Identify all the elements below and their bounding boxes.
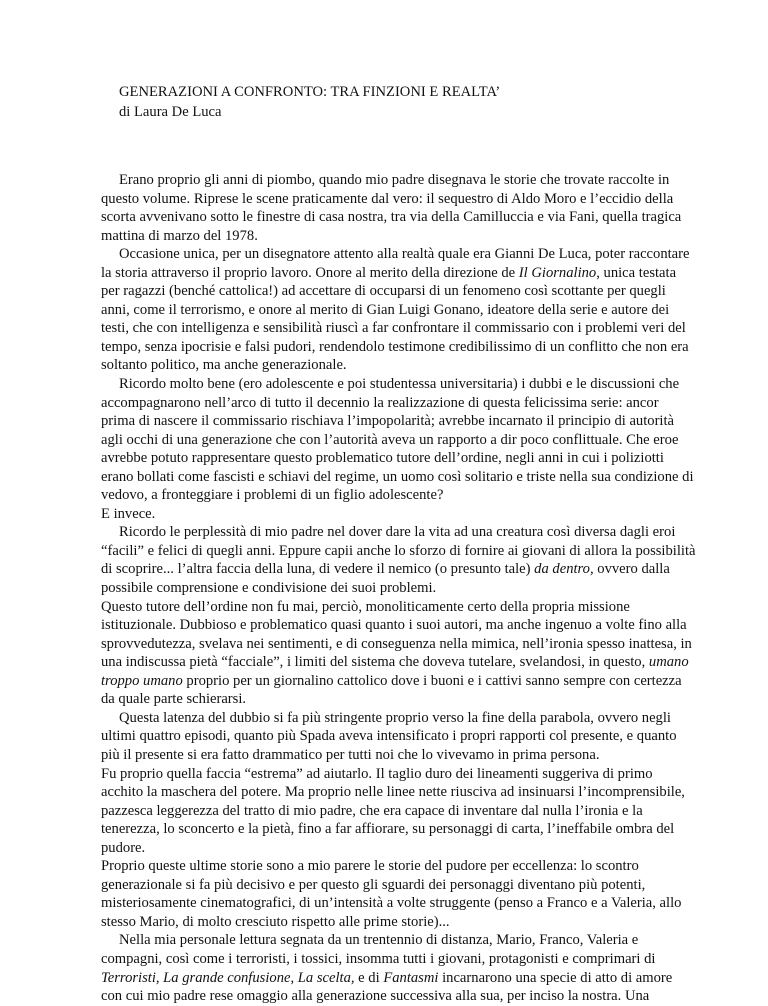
text-run: Occasione unica, per un disegnatore attento alla realtà quale era Gianni De Luca, poter raccontare la storia attraverso il proprio lavoro. Onore al merito della direzione de [101,246,690,281]
paragraph-2 [101,245,696,375]
text-run: e di [354,969,384,986]
italic-titles: Terroristi, La grande confusione, La scelta, [101,969,355,986]
text-run: , unica testata per ragazzi (benché cattolica!) ad accettare di occuparsi di un fenomeno così scottante per quegli anni, come il terrorismo, e onore al merito di Gian Luigi Gonano, ideatore della serie e autore dei testi, che con intelligenza e sensibilità riuscì a far confrontare il commissario con i problemi veri del tempo, senza ipocrisie e falsi pudori, rendendolo testimone credibilissimo di un conflitto che non era soltanto politico, ma anche generazionale. [101,264,689,374]
paragraph-3: Ricordo molto bene (ero adolescente e poi studentessa universitaria) i dubbi e le discussioni che accompagnarono nell’arco di tutto il decennio la realizzazione di questa felicissima serie: ancor prima di nascere il commissario rischiava l’impopolarità; avrebbe incarnato il principio di autorità agli occhi di una generazione che con l’autorità aveva un rapporto a dir poco conflittuale. Che eroe avrebbe potuto rappresentare questo problematico tutore dell’ordine, negli anni in cui i poliziotti erano bollati come fascisti e schiavi del regime, un uomo così solitario e triste nella sua condizione di vedovo, a fronteggiare i problemi di un figlio adolescente? [101,376,694,504]
text-run: Questo tutore dell’ordine non fu mai, perciò, monoliticamente certo della propria missione istituzionale. Dubbioso e problematico quasi quanto i suoi autori, ma anche ingenuo a volte fino alla sprovvedutezza, svelava nei sentimenti, e di conseguenza nella mimica, nell’ironia spesso inattesa, in una indiscussa pietà “facciale”, i limiti del sistema che doveva tutelare, svelandosi, in questo, [101,598,692,671]
paragraph-5 [101,523,696,597]
paragraph-10 [101,931,696,1005]
paragraph-6 [101,598,696,709]
italic-title: Il Giornalino [518,264,597,281]
document-body [101,171,696,1006]
paragraph-9: Proprio queste ultime storie sono a mio parere le storie del pudore per eccellenza: lo scontro generazionale si fa più decisivo e per questo gli sguardi dei personaggi diventano più potenti, misteriosamente cinematografici, di un’intensità a volte struggente (penso a Franco e a Valeria, allo stesso Mario, di molto cresciuto rispetto alle prime storie)... [101,858,682,930]
paragraph-4: E invece. [101,505,156,522]
paragraph-7: Questa latenza del dubbio si fa più stringente proprio verso la fine della parabola, ovvero negli ultimi quattro episodi, quanto più Spada aveva intensificato i propri rapporti col presente, e quanto più il presente si era fatto drammatico per tutti noi che lo vivevamo in prima persona. [101,709,677,763]
italic-phrase: da dentro, [534,561,594,578]
paragraph-8: Fu proprio quella faccia “estrema” ad aiutarlo. Il taglio duro dei lineamenti suggeriva di primo acchito la maschera del potere. Ma proprio nelle linee nette riusciva ad insinuarsi l’incomprensibile, pazzesca leggerezza del tratto di mio padre, che era capace di inventare dal nulla l’ironia e la tenerezza, lo sconcerto e la pietà, fino a far affiorare, su personaggi di carta, l’ineffabile ombra del pudore. [101,765,685,856]
text-run: incarnarono una specie di atto di amore con cui mio padre rese omaggio alla generazione successiva alla sua, per inciso la nostra. Una [101,969,673,1005]
text-run: Ricordo le perplessità di mio padre nel dover dare la vita ad una creatura così diversa dagli eroi “facili” e felici di quegli anni. Eppure capii anche lo sforzo di fornire ai giovani di allora la possibilità di scoprire... l’altra faccia della luna, di vedere il nemico (o presunto tale) [101,524,696,578]
text-run: ovvero dalla possibile comprensione e condivisione dei suoi problemi. [101,561,670,597]
italic-title: Fantasmi [383,969,439,986]
document-title: GENERAZIONI A CONFRONTO: TRA FINZIONI E REALTA’ [119,84,501,100]
text-run: Nella mia personale lettura segnata da un trentennio di distanza, Mario, Franco, Valeria e compagni, così come i terroristi, i tossici, insomma tutti i giovani, protagonisti e comprimari di [101,932,656,967]
italic-phrase: umano troppo umano [101,654,689,689]
text-run: proprio per un giornalino cattolico dove i buoni e i cattivi sanno sempre con certezza da quale parte schierarsi. [101,672,682,708]
document-byline: di Laura De Luca [119,104,222,120]
paragraph-1: Erano proprio gli anni di piombo, quando mio padre disegnava le storie che trovate raccolte in questo volume. Riprese le scene praticamente dal vero: il sequestro di Aldo Moro e l’eccidio della scorta avvenivano sotto le finestre di casa nostra, tra via della Camilluccia e via Fani, quella tragica mattina di marzo del 1978. [101,172,682,244]
document-header [119,82,500,122]
